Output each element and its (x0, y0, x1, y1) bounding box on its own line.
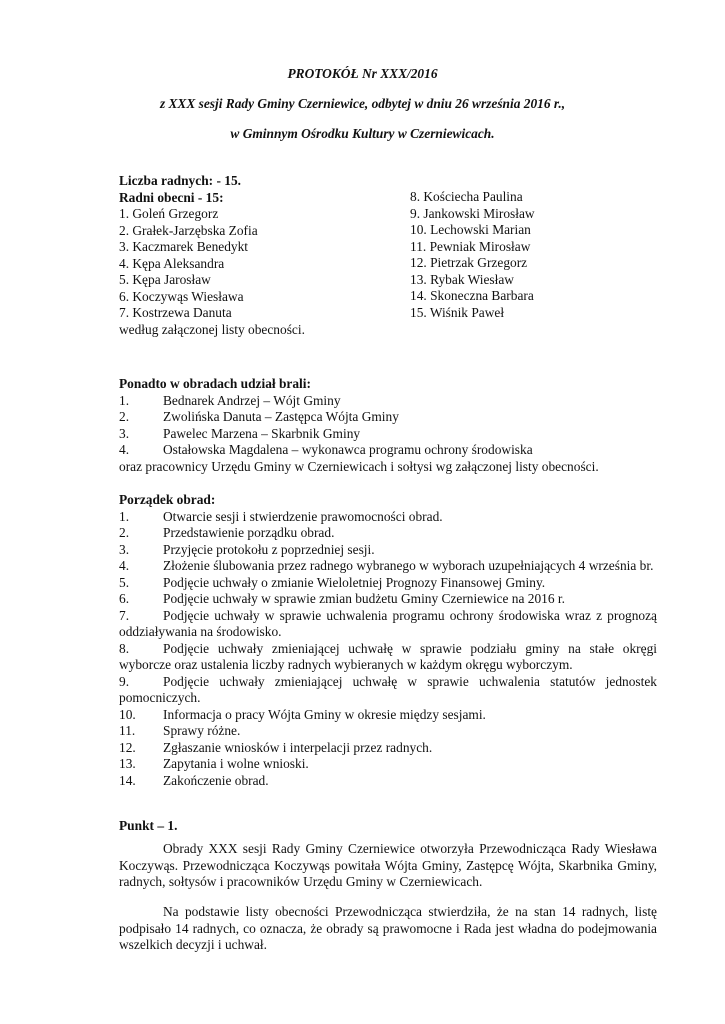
list-item: 5. Kępa Jarosław (119, 272, 211, 287)
list-item: 6. Koczywąs Wiesława (119, 288, 244, 304)
list-item: 14. Zakończenie obrad. (119, 772, 269, 788)
list-item: 8. Kościecha Paulina (410, 189, 523, 204)
list-item-continuation: oddziaływania na środowisko. (119, 624, 282, 639)
point-1-paragraph-1: Obrady XXX sesji Rady Gminy Czerniewice otworzyła Przewodnicząca Rady Wiesława Koczywąs. Przewodnicząca Koczywąs powitała Wójta Gminy, Zastępcę Wójta, Skarbnika Gminy, radnych, sołtysów i pracowników Urzędu Gminy w Czerniewicach. (119, 841, 657, 889)
list-item: 3. Przyjęcie protokołu z poprzedniej sesji. (119, 541, 375, 557)
list-item: 3. Pawelec Marzena – Skarbnik Gminy (119, 425, 361, 441)
list-item: 12. Pietrzak Grzegorz (410, 255, 528, 270)
agenda-heading: Porządek obrad: (119, 492, 216, 507)
list-item: 4. Ostałowska Magdalena – wykonawca programu ochrony środowiska (119, 442, 533, 457)
list-item: 7. Kostrzewa Danuta (119, 305, 232, 320)
guests-heading: Ponadto w obradach udział brali: (119, 376, 311, 391)
list-item-continuation: pomocniczych. (119, 690, 201, 705)
attendance-note: według załączonej listy obecności. (119, 321, 305, 337)
list-item: 8. Podjęcie uchwały zmieniającej uchwałę w sprawie podziału gminy na stałe okręgi (119, 640, 657, 656)
list-item: 15. Wiśnik Paweł (410, 304, 505, 320)
present-councillors-label: Radni obecni - 15: (119, 189, 224, 205)
list-item: 2. Grałek-Jarzębska Zofia (119, 222, 258, 238)
list-item: 12. Zgłaszanie wniosków i interpelacji przez radnych. (119, 739, 433, 755)
guests-note: oraz pracownicy Urzędu Gminy w Czerniewicach i sołtysi wg załączonej listy obecności. (119, 458, 599, 474)
list-item: 1. Bednarek Andrzej – Wójt Gminy (119, 392, 341, 408)
list-item-continuation: wyborcze oraz ustalenia liczby radnych wybieranych w każdym okręgu wyborczym. (119, 657, 573, 672)
agenda-section (119, 492, 657, 789)
document-subtitle-session: z XXX sesji Rady Gminy Czerniewice, odbytej w dniu 26 września 2016 r., (159, 96, 566, 111)
list-item: 4. Złożenie ślubowania przez radnego wybranego w wyborach uzupełniających 4 września br. (119, 558, 654, 573)
list-item: 13. Rybak Wiesław (410, 271, 514, 287)
list-item: 7. Podjęcie uchwały w sprawie uchwalenia programu ochrony środowiska wraz z prognozą (119, 607, 657, 623)
list-item: 4. Kępa Aleksandra (119, 255, 225, 271)
list-item: 2. Przedstawienie porządku obrad. (119, 525, 335, 540)
list-item: 10. Informacja o pracy Wójta Gminy w okresie między sesjami. (119, 706, 486, 722)
list-item: 1. Goleń Grzegorz (119, 206, 219, 221)
attendance-right-column (410, 189, 535, 321)
council-count-label: Liczba radnych: - 15. (119, 173, 241, 188)
document-subtitle-location: w Gminnym Ośrodku Kultury w Czerniewicach. (230, 126, 495, 141)
list-item: 9. Podjęcie uchwały zmieniającej uchwałę w sprawie uchwalenia statutów jednostek (119, 673, 657, 689)
point-1-paragraph-2: Na podstawie listy obecności Przewodnicząca stwierdziła, że na stan 14 radnych, listę podpisało 14 radnych, co oznacza, że obrady są prawomocne i Rada jest władna do podejmowania wszelkich decyzji i uchwał. (119, 904, 657, 952)
list-item: 10. Lechowski Marian (410, 222, 531, 237)
document-title: PROTOKÓŁ Nr XXX/2016 (287, 66, 438, 81)
list-item: 5. Podjęcie uchwały o zmianie Wieloletniej Prognozy Finansowej Gminy. (119, 574, 546, 590)
list-item: 1. Otwarcie sesji i stwierdzenie prawomocności obrad. (119, 508, 443, 524)
list-item: 11. Pewniak Mirosław (410, 238, 531, 254)
list-item: 6. Podjęcie uchwały w sprawie zmian budżetu Gminy Czerniewice na 2016 r. (119, 591, 565, 606)
list-item: 2. Zwolińska Danuta – Zastępca Wójta Gminy (119, 409, 399, 424)
attendance-left-column (119, 173, 305, 338)
list-item: 9. Jankowski Mirosław (410, 205, 535, 221)
list-item: 13. Zapytania i wolne wnioski. (119, 756, 309, 771)
point-1-heading: Punkt – 1. (119, 818, 178, 833)
list-item: 11. Sprawy różne. (119, 723, 241, 738)
list-item: 14. Skoneczna Barbara (410, 288, 534, 303)
guests-section (119, 376, 599, 475)
list-item: 3. Kaczmarek Benedykt (119, 239, 249, 254)
